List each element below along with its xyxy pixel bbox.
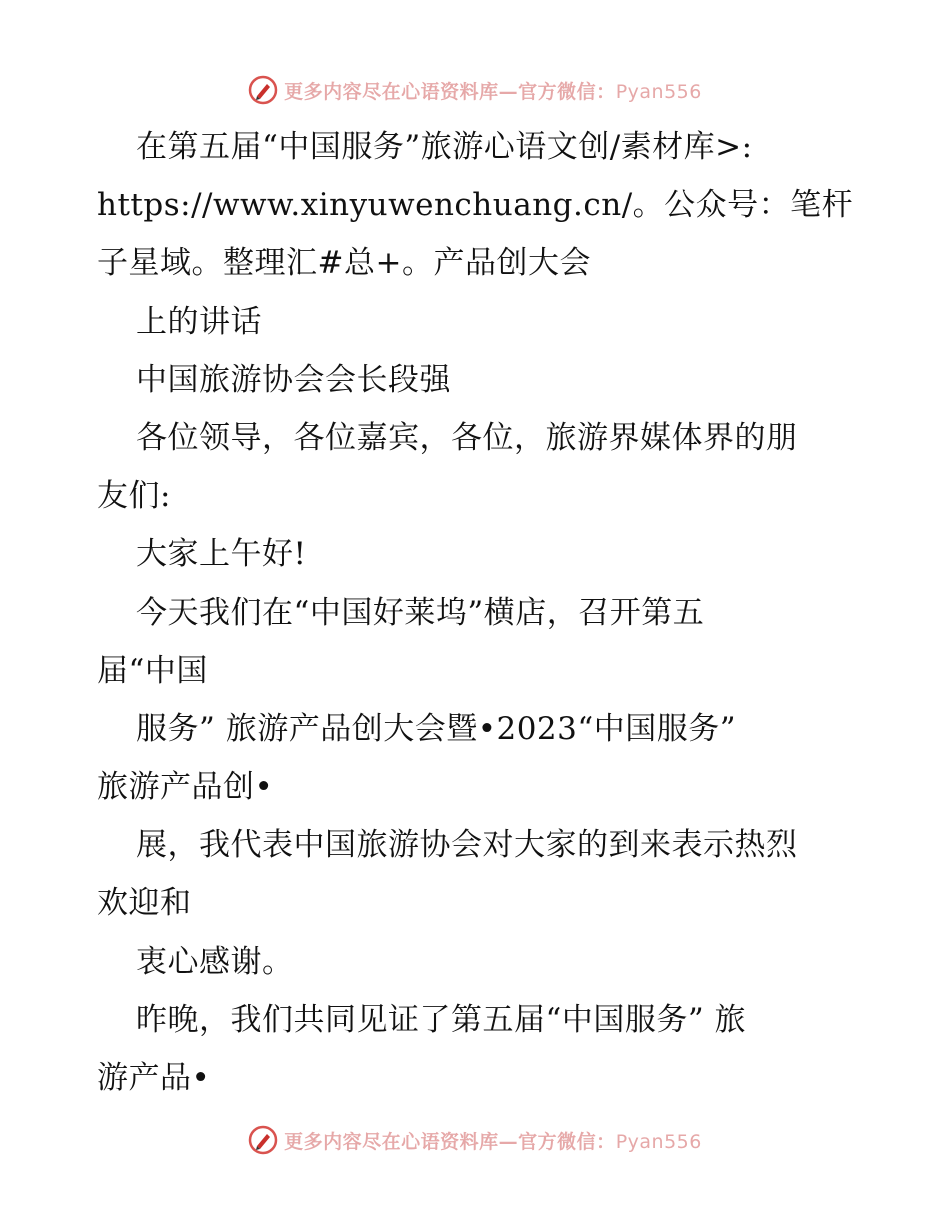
text-line: 上的讲话: [136, 303, 262, 340]
text-line: 展，我代表中国旅游协会对大家的到来表示热烈: [136, 827, 798, 864]
text-line: 中国旅游协会会长段强: [136, 361, 451, 398]
watermark-text: 更多内容尽在心语资料库—官方微信：Pyan556: [284, 1130, 702, 1153]
text-line: 游产品•: [97, 1060, 211, 1096]
text-line: 昨晚，我们共同见证了第五届“中国服务” 旅: [136, 1001, 747, 1038]
text-line: 届“中国: [97, 652, 208, 689]
watermark-footer: [0, 1120, 950, 1160]
text-line: https://www.xinyuwenchuang.cn/。公众号：笔杆: [97, 187, 854, 224]
text-line: 服务” 旅游产品创大会暨•2023“中国服务”: [136, 710, 737, 747]
pen-logo-icon: [248, 1125, 278, 1155]
text-line: 今天我们在“中国好莱坞”横店，召开第五: [136, 594, 705, 631]
watermark-header: [0, 70, 950, 110]
text-line: 在第五届“中国服务”旅游心语文创/素材库>:: [136, 129, 753, 165]
text-line: 大家上午好!: [136, 536, 307, 573]
text-line: 欢迎和: [97, 885, 192, 922]
text-line: 各位领导，各位嘉宾，各位，旅游界媒体界的朋: [136, 419, 798, 456]
text-line: 衷心感谢。: [136, 943, 294, 980]
watermark-text: 更多内容尽在心语资料库—官方微信：Pyan556: [284, 80, 702, 103]
text-line: 旅游产品创•: [97, 769, 274, 806]
pen-logo-icon: [248, 75, 278, 105]
document-body: [97, 118, 857, 1107]
text-line: 子星域。整理汇#总+。产品创大会: [97, 245, 591, 282]
text-line: 友们:: [97, 478, 171, 515]
